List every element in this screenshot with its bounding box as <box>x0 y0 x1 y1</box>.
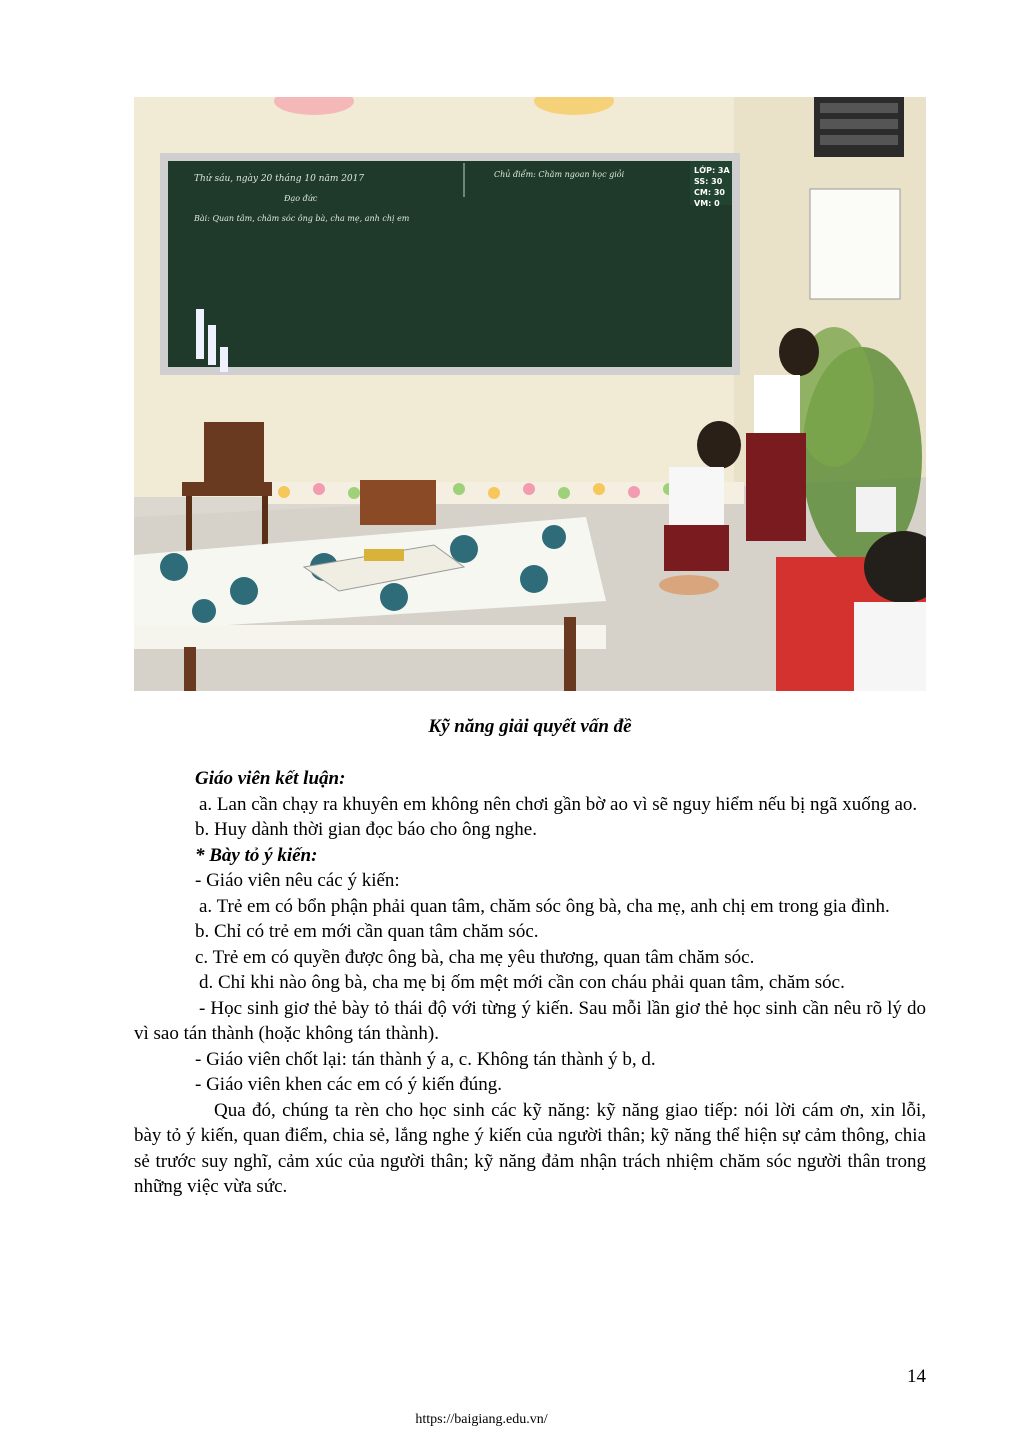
board-date-text: Thứ sáu, ngày 20 tháng 10 năm 2017 <box>194 174 365 184</box>
board-topic-text: Chủ điểm: Chăm ngoan học giỏi <box>494 170 625 179</box>
classroom-illustration <box>134 97 926 691</box>
footer-url <box>0 1412 1023 1428</box>
paragraph-b: b. Huy dành thời gian đọc báo cho ông nghe. <box>195 819 537 840</box>
paragraph-summary: - Giáo viên chốt lại: tán thành ý a, c. Không tán thành ý b, d. <box>195 1048 656 1070</box>
page-number: 14 <box>907 1366 926 1387</box>
photo-caption: Kỹ năng giải quyết vấn đề <box>428 716 632 737</box>
board-lesson-text: Bài: Quan tâm, chăm sóc ông bà, cha mẹ, anh chị em <box>194 214 410 223</box>
document-body <box>134 766 926 1200</box>
classroom-photo <box>134 97 926 691</box>
opinion-heading: * Bày tỏ ý kiến: <box>195 844 318 866</box>
footer-url-text: https://baigiang.edu.vn/ <box>415 1412 548 1427</box>
board-stat-ss: SS: 30 <box>694 177 723 186</box>
opinion-b: b. Chỉ có trẻ em mới cần quan tâm chăm sóc. <box>195 921 539 942</box>
board-stat-vm: VM: 0 <box>694 199 720 208</box>
paragraph-skills: Qua đó, chúng ta rèn cho học sinh các kỹ năng: kỹ năng giao tiếp: nói lời cám ơn, xin lỗi, bày tỏ ý kiến, quan điểm, chia sẻ, lắng nghe ý kiến của người thân; kỹ năng thể hiện sự cảm thông, chia sẻ trước suy nghĩ, cảm xúc của người thân; kỹ năng đảm nhận trách nhiệm chăm sóc người thân trong những việc vừa sức. <box>134 1099 926 1197</box>
opinion-a: a. Trẻ em có bổn phận phải quan tâm, chăm sóc ông bà, cha mẹ, anh chị em trong gia đình. <box>199 895 890 917</box>
opinion-c: c. Trẻ em có quyền được ông bà, cha mẹ yêu thương, quan tâm chăm sóc. <box>195 946 755 968</box>
conclusion-heading: Giáo viên kết luận: <box>195 768 346 789</box>
paragraph-cards: - Học sinh giơ thẻ bày tỏ thái độ với từng ý kiến. Sau mỗi lần giơ thẻ học sinh cần nêu rõ lý do vì sao tán thành (hoặc không tán thành). <box>134 997 926 1044</box>
paragraph-intro: - Giáo viên nêu các ý kiến: <box>195 870 400 891</box>
board-stat-class: LỚP: 3A <box>694 166 730 175</box>
board-subject-text: Đạo đức <box>284 194 318 203</box>
paragraph-a: a. Lan cần chạy ra khuyên em không nên chơi gần bờ ao vì sẽ nguy hiểm nếu bị ngã xuống ao. <box>199 793 918 815</box>
paragraph-praise: - Giáo viên khen các em có ý kiến đúng. <box>195 1074 503 1095</box>
opinion-d: d. Chỉ khi nào ông bà, cha mẹ bị ốm mệt mới cần con cháu phải quan tâm, chăm sóc. <box>199 972 845 993</box>
board-stat-cm: CM: 30 <box>694 188 725 197</box>
